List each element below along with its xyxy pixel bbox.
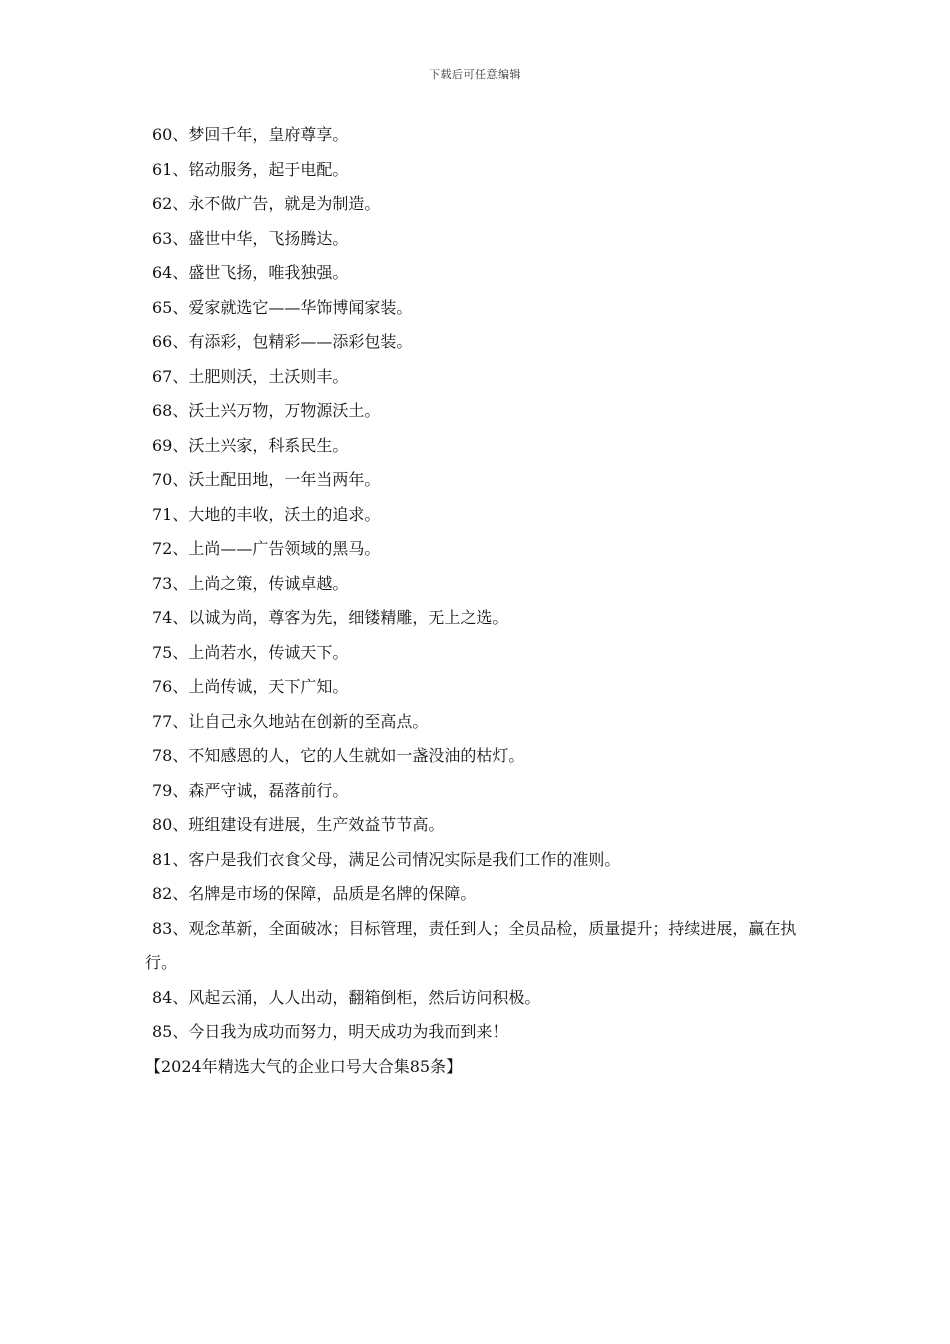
slogan-84: 84、风起云涌，人人出动，翻箱倒柜，然后访问积极。 — [152, 987, 541, 1007]
slogan-78: 78、不知感恩的人，它的人生就如一盏没油的枯灯。 — [152, 746, 525, 765]
slogan-82: 82、名牌是市场的保障，品质是名牌的保障。 — [152, 884, 477, 903]
slogan-66: 66、有添彩，包精彩——添彩包装。 — [152, 332, 413, 351]
slogan-79: 79、森严守诚，磊落前行。 — [152, 780, 349, 800]
slogan-80: 80、班组建设有进展，生产效益节节高。 — [152, 815, 445, 834]
slogan-63: 63、盛世中华，飞扬腾达。 — [152, 228, 349, 248]
slogan-74: 74、以诚为尚，尊客为先，细镂精雕，无上之选。 — [152, 608, 509, 627]
slogan-62: 62、永不做广告，就是为制造。 — [152, 194, 381, 213]
slogan-60: 60、梦回千年，皇府尊享。 — [152, 125, 349, 144]
slogan-73: 73、上尚之策，传诚卓越。 — [152, 573, 349, 593]
slogan-67: 67、土肥则沃，土沃则丰。 — [152, 366, 349, 386]
slogan-64: 64、盛世飞扬，唯我独强。 — [152, 263, 349, 282]
slogan-68: 68、沃土兴万物，万物源沃土。 — [152, 401, 381, 420]
page-header: 下载后可任意编辑 — [429, 68, 521, 81]
document-body — [145, 118, 817, 1084]
slogan-71: 71、大地的丰收，沃土的追求。 — [152, 504, 381, 524]
slogan-72: 72、上尚——广告领域的黑马。 — [152, 539, 381, 558]
slogan-69: 69、沃土兴家，科系民生。 — [152, 435, 349, 455]
slogan-83: 83、观念革新，全面破冰；目标管理，责任到人；全员品检，质量提升；持续进展，赢在执行。 — [145, 918, 797, 972]
slogan-65: 65、爱家就选它——华饰博闻家装。 — [152, 297, 413, 317]
slogan-77: 77、让自己永久地站在创新的至高点。 — [152, 711, 429, 731]
slogan-61: 61、铭动服务，起于电配。 — [152, 159, 349, 179]
slogan-76: 76、上尚传诚，天下广知。 — [152, 677, 349, 696]
slogan-81: 81、客户是我们衣食父母，满足公司情况实际是我们工作的准则。 — [152, 849, 621, 869]
collection-title: 【2024年精选大气的企业口号大合集85条】 — [145, 1056, 463, 1076]
slogan-75: 75、上尚若水，传诚天下。 — [152, 642, 349, 662]
slogan-70: 70、沃土配田地，一年当两年。 — [152, 470, 381, 489]
slogan-85: 85、今日我为成功而努力，明天成功为我而到来！ — [152, 1022, 509, 1041]
